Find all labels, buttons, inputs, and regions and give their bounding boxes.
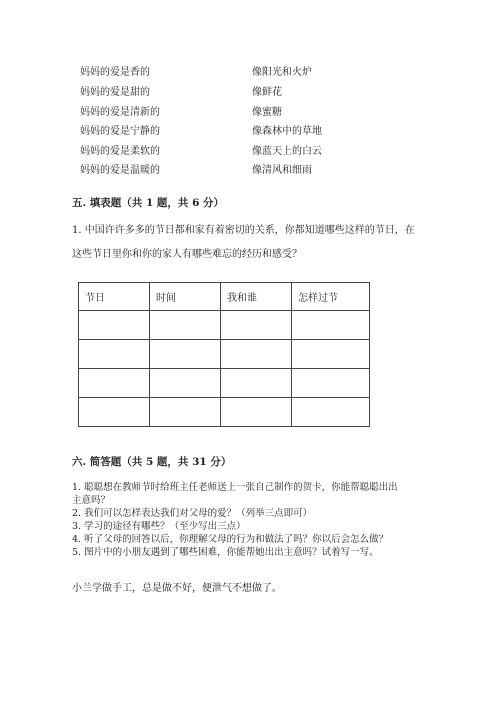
section-5-question-line: 这些节日里你和你的家人有哪些难忘的经历和感受？ <box>72 249 302 260</box>
table-row <box>79 311 370 340</box>
table-blank-cell[interactable] <box>292 398 370 427</box>
table-header-cell: 节日 <box>79 283 150 311</box>
table-blank-cell[interactable] <box>221 369 292 398</box>
question-1-line: 1. 聪聪想在教师节时给班主任老师送上一张自己制作的贺卡，你能帮聪聪出出 <box>72 482 398 493</box>
table-blank-cell[interactable] <box>221 340 292 369</box>
table-blank-cell[interactable] <box>221 398 292 427</box>
table-blank-cell[interactable] <box>292 369 370 398</box>
matching-right-item: 像蓝天上的白云 <box>252 146 322 157</box>
matching-left-item: 妈妈的爱是温暖的 <box>80 165 160 176</box>
matching-right-item: 像鲜花 <box>252 87 282 98</box>
matching-left-item: 妈妈的爱是香的 <box>80 67 150 78</box>
table-blank-cell[interactable] <box>79 398 150 427</box>
table-blank-cell[interactable] <box>150 311 221 340</box>
matching-row <box>80 122 420 140</box>
table-header-cell: 我和谁 <box>221 283 292 311</box>
matching-row <box>80 63 420 81</box>
matching-right-item: 像阳光和火炉 <box>252 67 312 78</box>
table-header-cell: 怎样过节 <box>292 283 370 311</box>
matching-left-item: 妈妈的爱是柔软的 <box>80 146 160 157</box>
question-2: 2. 我们可以怎样表达我们对父母的爱？（列举三点即可） <box>72 508 313 519</box>
matching-row <box>80 103 420 121</box>
matching-row <box>80 161 420 179</box>
section-5-heading: 五. 填表题（共 1 题，共 6 分） <box>72 197 225 209</box>
table-blank-cell[interactable] <box>150 340 221 369</box>
table-row <box>79 340 370 369</box>
matching-left-item: 妈妈的爱是甜的 <box>80 87 150 98</box>
story-prompt: 小兰学做手工，总是做不好，便泄气不想做了。 <box>72 583 282 594</box>
matching-row <box>80 142 420 160</box>
table-header-cell: 时间 <box>150 283 221 311</box>
matching-left-item: 妈妈的爱是清新的 <box>80 107 160 118</box>
matching-row <box>80 83 420 101</box>
question-3: 3. 学习的途径有哪些？（至少写出三点） <box>72 521 246 532</box>
question-1-line: 主意吗？ <box>72 495 111 506</box>
section-6-heading: 六. 简答题（共 5 题，共 31 分） <box>72 456 232 468</box>
question-4: 4. 听了父母的回答以后，你理解父母的行为和做法了吗？你以后会怎么做？ <box>72 534 389 545</box>
section-5-question-line: 1. 中国许许多多的节日都和家有着密切的关系，你都知道哪些这样的节日，在 <box>72 225 415 236</box>
matching-right-item: 像蜜糖 <box>252 107 282 118</box>
table-blank-cell[interactable] <box>150 398 221 427</box>
table-blank-cell[interactable] <box>292 340 370 369</box>
table-blank-cell[interactable] <box>79 340 150 369</box>
question-5: 5. 图片中的小朋友遇到了哪些困难，你能帮她出出主意吗？试着写一写。 <box>72 547 379 558</box>
table-row <box>79 369 370 398</box>
matching-left-item: 妈妈的爱是宁静的 <box>80 126 160 137</box>
table-header-row <box>79 283 370 311</box>
table-blank-cell[interactable] <box>221 311 292 340</box>
matching-right-item: 像森林中的草地 <box>252 126 322 137</box>
table-blank-cell[interactable] <box>79 369 150 398</box>
table-blank-cell[interactable] <box>150 369 221 398</box>
table-blank-cell[interactable] <box>292 311 370 340</box>
table-row <box>79 398 370 427</box>
table-blank-cell[interactable] <box>79 311 150 340</box>
matching-right-item: 像清风和细雨 <box>252 165 312 176</box>
festival-table <box>78 282 370 427</box>
